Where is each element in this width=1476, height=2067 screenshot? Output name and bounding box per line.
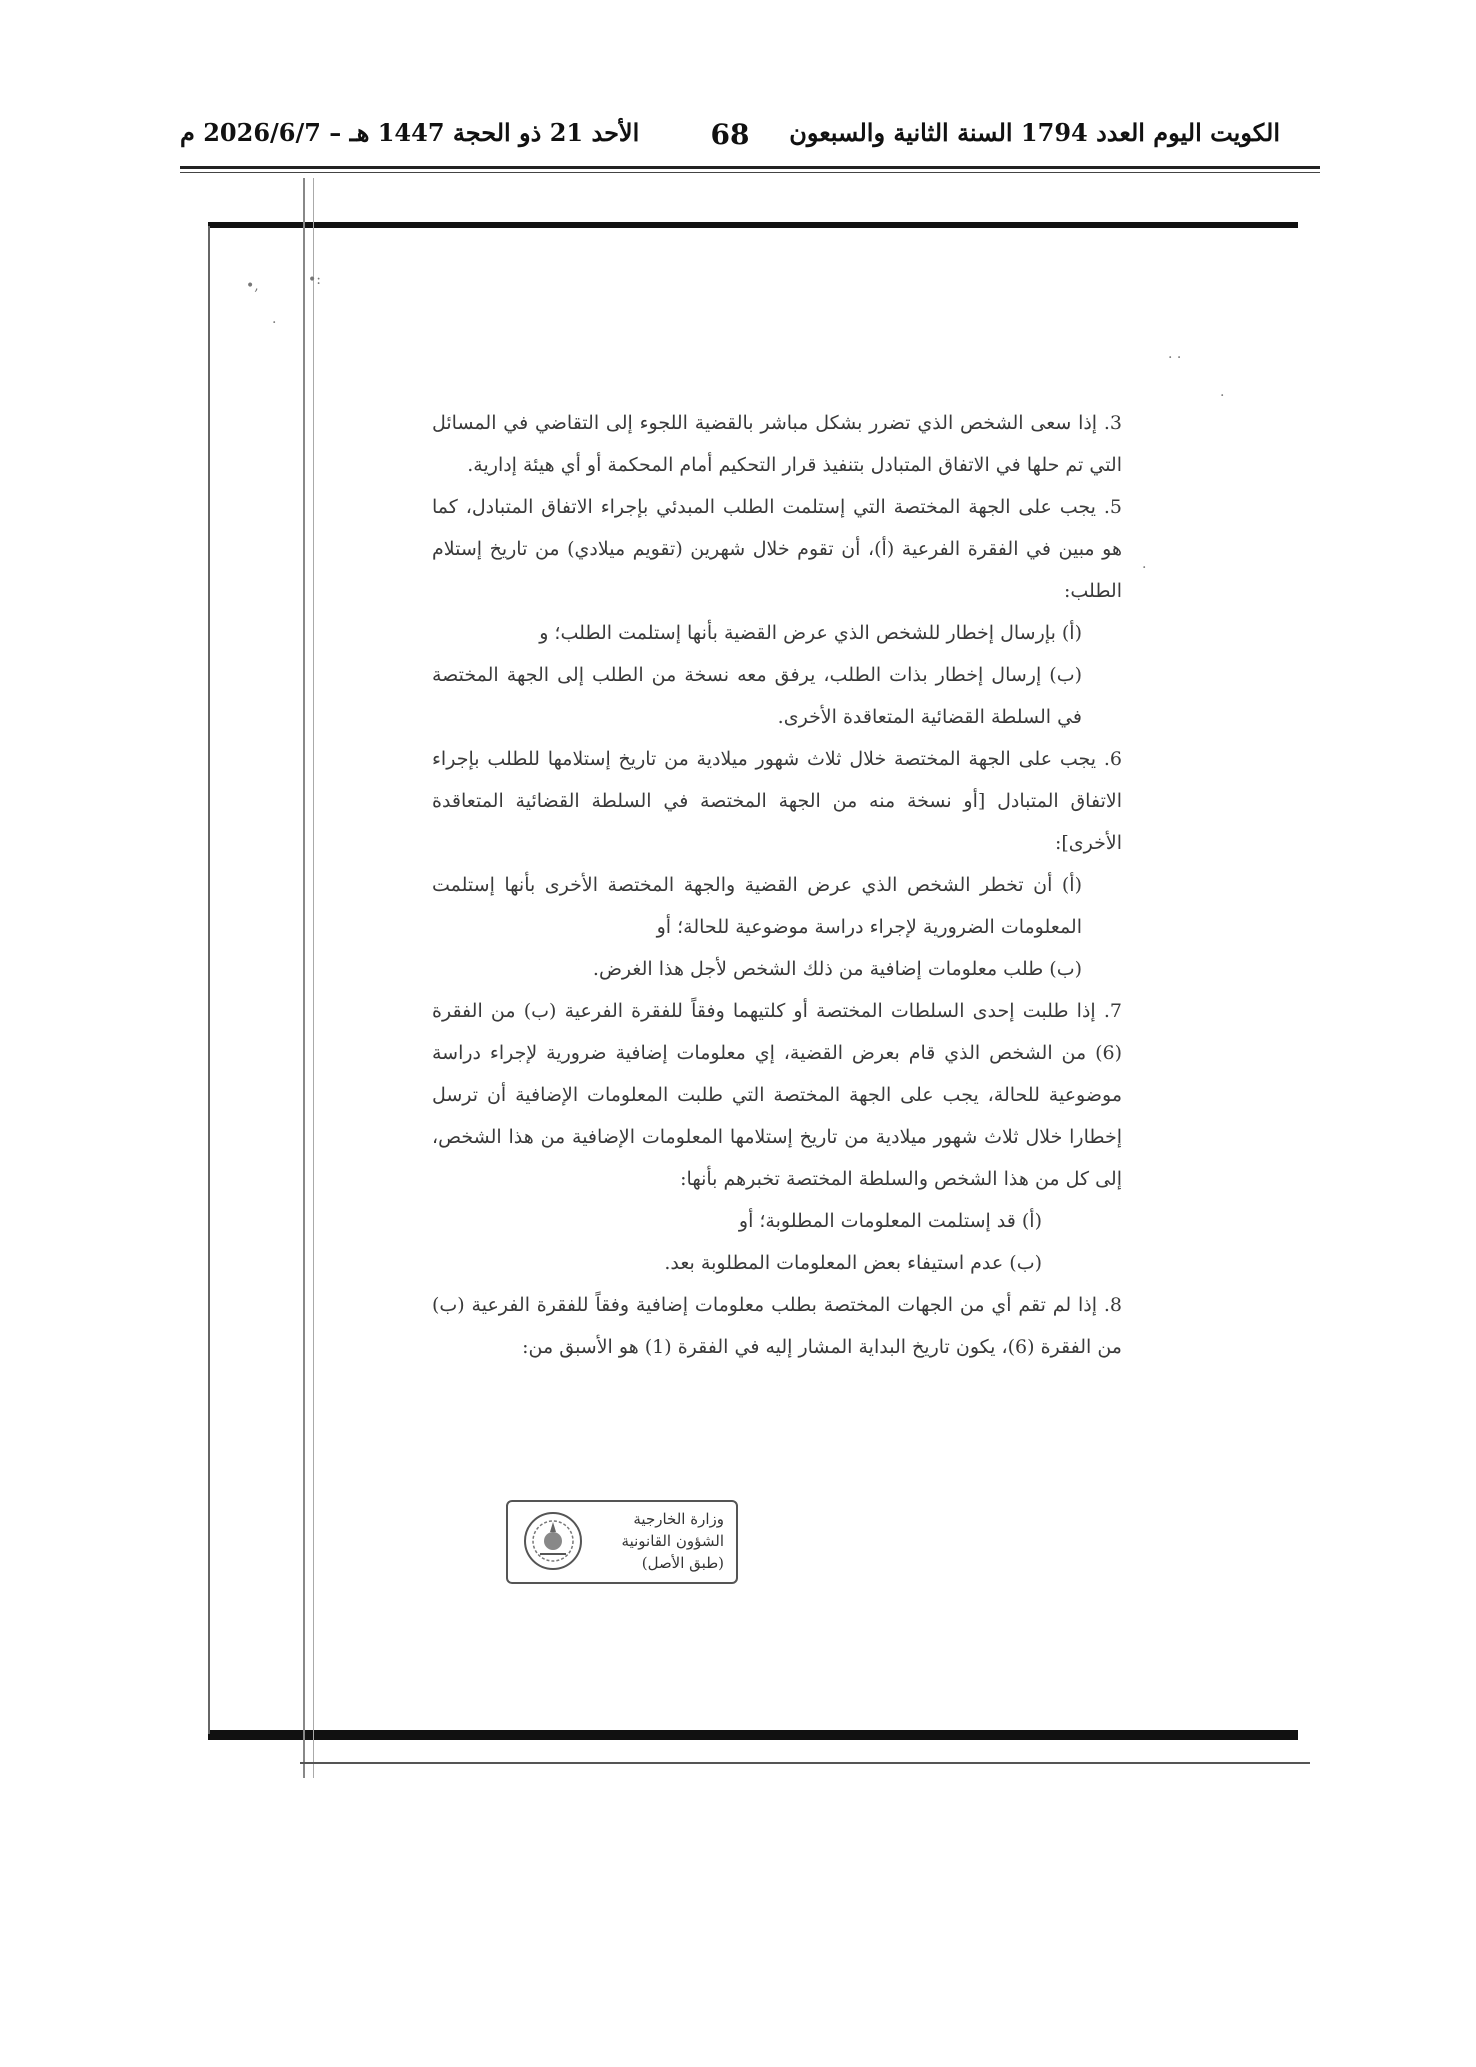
scan-speck: · — [1142, 560, 1147, 576]
stamp-line-certification: (طبق الأصل) — [641, 1554, 724, 1572]
page-header — [180, 118, 1280, 162]
header-rule-thick — [180, 166, 1320, 169]
header-gazette-issue: الكويت اليوم العدد 1794 السنة الثانية والسبعون — [789, 118, 1280, 147]
stamp-text — [584, 1508, 724, 1574]
paragraph: 5. يجب على الجهة المختصة التي إستلمت الطلب المبدئي بإجراء الاتفاق المتبادل، كما هو مبين في الفقرة الفرعية (أ)، أن تقوم خلال شهرين (تقويم ميلادي) من تاريخ إستلام الطلب: — [432, 496, 1122, 602]
document-body — [432, 402, 1122, 1368]
official-stamp — [506, 1500, 738, 1584]
scan-frame-bottom — [208, 1730, 1298, 1740]
header-date: الأحد 21 ذو الحجة 1447 هـ – 2026/6/7 م — [180, 118, 640, 147]
scan-speck: · · — [1168, 350, 1182, 366]
stamp-line-department: الشؤون القانونية — [621, 1532, 724, 1550]
paragraph: (ب) إرسال إخطار بذات الطلب، يرفق معه نسخة من الطلب إلى الجهة المختصة في السلطة القضائية المتعاقدة الأخرى. — [432, 664, 1082, 728]
emblem-seal-icon — [520, 1508, 586, 1574]
scan-gutter-line-2 — [313, 178, 314, 1778]
stamp-line-ministry: وزارة الخارجية — [633, 1510, 724, 1528]
header-rule-thin — [180, 172, 1320, 173]
paragraph: (ب) عدم استيفاء بعض المعلومات المطلوبة بعد. — [664, 1252, 1042, 1274]
paragraph: 3. إذا سعى الشخص الذي تضرر بشكل مباشر بالقضية اللجوء إلى التقاضي في المسائل التي تم حلها في الاتفاق المتبادل بتنفيذ قرار التحكيم أمام المحكمة أو أي هيئة إدارية. — [432, 412, 1122, 476]
scan-speck: •, — [246, 278, 259, 294]
paragraph: (أ) أن تخطر الشخص الذي عرض القضية والجهة المختصة الأخرى بأنها إستلمت المعلومات الضرورية لإجراء دراسة موضوعية للحالة؛ أو — [432, 874, 1082, 938]
scan-frame-left — [208, 226, 210, 1734]
paragraph: 6. يجب على الجهة المختصة خلال ثلاث شهور ميلادية من تاريخ إستلامها للطلب بإجراء الاتفاق المتبادل [أو نسخة منه من الجهة المختصة في السلطة القضائية المتعاقدة الأخرى]: — [432, 748, 1122, 854]
paragraph: (أ) قد إستلمت المعلومات المطلوبة؛ أو — [738, 1210, 1042, 1232]
scan-speck: •: — [308, 272, 321, 288]
scan-bottom-rule — [300, 1762, 1310, 1764]
paragraph: 7. إذا طلبت إحدى السلطات المختصة أو كلتيهما وفقاً للفقرة الفرعية (ب) من الفقرة (6) من الشخص الذي قام بعرض القضية، إي معلومات إضافية ضرورية لإجراء دراسة موضوعية للحالة، يجب على الجهة المختصة التي طلبت المعلومات الإضافية أن ترسل إخطارا خلال ثلاث شهور ميلادية من تاريخ إستلامها المعلومات الإضافية من هذا الشخص، إلى كل من هذا الشخص والسلطة المختصة تخبرهم بأنها: — [432, 1000, 1122, 1190]
scan-speck: · — [272, 315, 277, 331]
paragraph: 8. إذا لم تقم أي من الجهات المختصة بطلب معلومات إضافية وفقاً للفقرة الفرعية (ب) من الفقرة (6)، يكون تاريخ البداية المشار إليه في الفقرة (1) هو الأسبق من: — [432, 1294, 1122, 1358]
scan-frame-top — [208, 222, 1298, 228]
header-page-number: 68 — [710, 118, 750, 151]
paragraph: (ب) طلب معلومات إضافية من ذلك الشخص لأجل هذا الغرض. — [592, 958, 1082, 980]
scan-speck: · — [1220, 388, 1225, 404]
paragraph: (أ) بإرسال إخطار للشخص الذي عرض القضية بأنها إستلمت الطلب؛ و — [539, 622, 1082, 644]
scan-gutter-line — [303, 178, 305, 1778]
